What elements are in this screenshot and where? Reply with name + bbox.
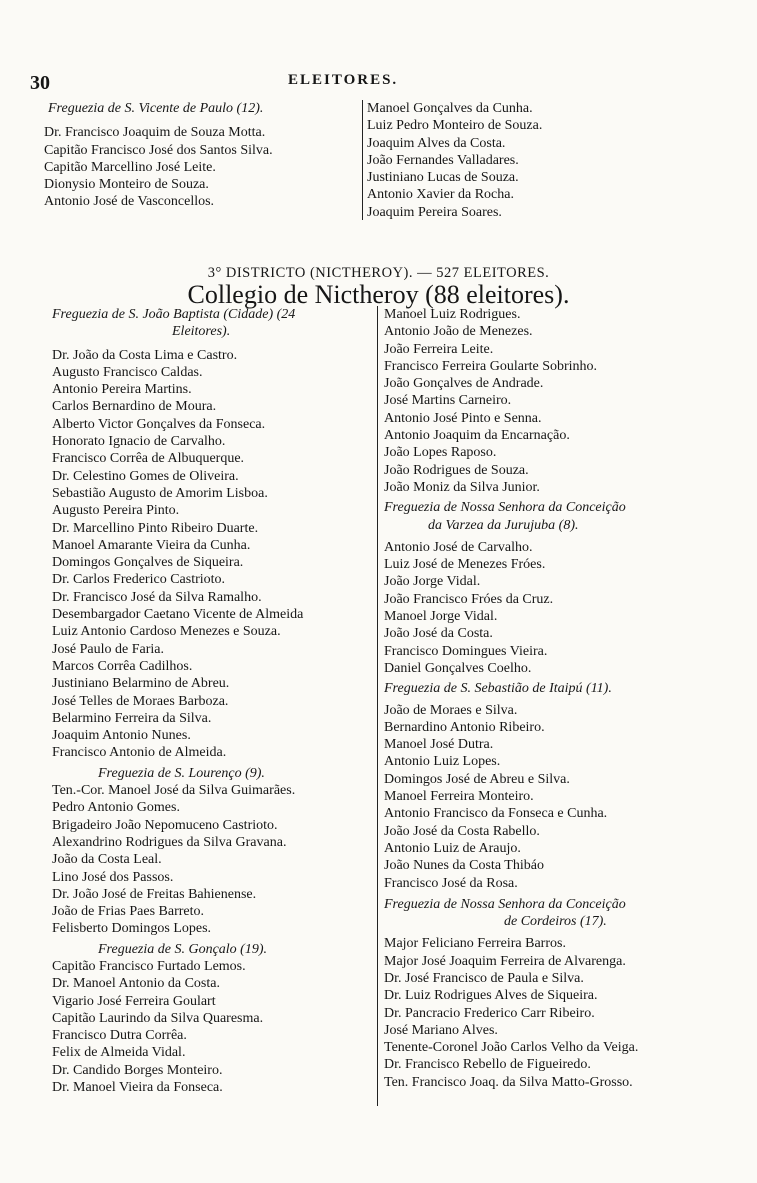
elector-name: Dr. Carlos Frederico Castrioto. [52,572,226,588]
elector-name: Ten. Francisco Joaq. da Silva Matto-Grosso. [384,1074,633,1090]
elector-name: Dr. Manoel Vieira da Fonseca. [52,1080,223,1096]
right-column [384,306,734,1091]
elector-name: Joaquim Pereira Soares. [367,204,502,220]
elector-name: João Jorge Vidal. [384,574,481,590]
elector-name: Ten.-Cor. Manoel José da Silva Guimarães. [52,783,296,799]
elector-name: Felix de Almeida Vidal. [52,1045,186,1061]
elector-name: Marcos Corrêa Cadilhos. [52,658,193,674]
elector-name: Joaquim Alves da Costa. [367,135,506,151]
elector-name: Lino José dos Passos. [52,869,174,885]
elector-name: José Paulo de Faria. [52,641,164,657]
elector-name: Francisco Corrêa de Albuquerque. [52,451,245,467]
elector-name: Bernardino Antonio Ribeiro. [384,719,545,735]
elector-name: Domingos José de Abreu e Silva. [384,771,570,787]
elector-name: João Gonçalves de Andrade. [384,376,544,392]
elector-name: Luiz Pedro Monteiro de Souza. [367,118,543,134]
elector-name: Antonio Luiz de Araujo. [384,840,521,856]
elector-name: Dr. Francisco José da Silva Ramalho. [52,589,262,605]
elector-name: Daniel Gonçalves Coelho. [384,660,532,676]
elector-name: João de Moraes e Silva. [384,702,518,718]
elector-list [384,702,734,892]
elector-name: Dr. João da Costa Lima e Castro. [52,347,238,363]
parish-heading: Freguezia de S. Vicente de Paulo (12). [48,101,264,116]
elector-name: Capitão Francisco Furtado Lemos. [52,958,246,974]
elector-name: José Telles de Moraes Barboza. [52,693,229,709]
elector-name: João de Frias Paes Barreto. [52,904,205,920]
elector-name: Augusto Pereira Pinto. [52,503,180,519]
elector-list [52,958,372,1096]
elector-name: Luiz Antonio Cardoso Menezes e Souza. [52,624,281,640]
elector-name: Francisco José da Rosa. [384,875,518,891]
elector-name: Manoel Gonçalves da Cunha. [367,101,533,116]
elector-name: Vigario José Ferreira Goulart [52,993,216,1009]
elector-name: Carlos Bernardino de Moura. [52,399,217,415]
elector-name: João Ferreira Leite. [384,341,494,357]
elector-name: Luiz José de Menezes Fróes. [384,557,546,573]
elector-name: Dr. Francisco Joaquim de Souza Motta. [44,125,266,141]
elector-name: Manoel Amarante Vieira da Cunha. [52,537,251,553]
elector-name: Dr. João José de Freitas Bahienense. [52,886,257,902]
elector-name: Major José Joaquim Ferreira de Alvarenga. [384,953,626,969]
elector-name: João Nunes da Costa Thibáo [384,858,544,874]
elector-name: Antonio João de Menezes. [384,324,533,340]
parish-heading: Freguezia de S. Lourenço (9). [98,765,265,781]
elector-name: Domingos Gonçalves de Siqueira. [52,555,244,571]
elector-name: Francisco Domingues Vieira. [384,643,548,659]
column-rule [377,306,378,1106]
elector-name: José Martins Carneiro. [384,393,512,409]
elector-name: Honorato Ignacio de Carvalho. [52,434,226,450]
elector-name: Felisberto Domingos Lopes. [52,921,212,937]
elector-list [384,935,734,1091]
elector-name: Francisco Ferreira Goularte Sobrinho. [384,358,598,374]
parish-heading: Freguezia de Nossa Senhora da Conceição [384,500,626,516]
elector-name: Antonio Francisco da Fonseca e Cunha. [384,806,608,822]
elector-name: Capitão Francisco José dos Santos Silva. [44,142,273,158]
elector-name: Antonio José de Vasconcellos. [44,194,215,210]
parish-heading: Freguezia de S. Gonçalo (19). [98,941,267,957]
left-column [52,306,372,1096]
elector-name: Joaquim Antonio Nunes. [52,728,191,744]
elector-name: Sebastião Augusto de Amorim Lisboa. [52,485,268,501]
parish-heading: Freguezia de S. Sebastião de Itaipú (11). [384,681,612,697]
elector-name: Alexandrino Rodrigues da Silva Gravana. [52,834,287,850]
elector-name: Dr. Marcellino Pinto Ribeiro Duarte. [52,520,259,536]
district-heading: 3° DISTRICTO (NICTHEROY). — 527 ELEITORES. [207,265,550,281]
elector-name: Pedro Antonio Gomes. [52,800,180,816]
elector-name: Dr. Manoel Antonio da Costa. [52,976,220,992]
elector-name: Dr. Pancracio Frederico Carr Ribeiro. [384,1005,595,1021]
running-head: ELEITORES. [288,72,399,88]
elector-name: Dr. Candido Borges Monteiro. [52,1062,223,1078]
elector-name: Desembargador Caetano Vicente de Almeida [52,607,304,623]
elector-name: Augusto Francisco Caldas. [52,364,203,380]
parish-heading: Freguezia de S. João Baptista (Cidade) (24 [52,307,296,322]
elector-name: João Fernandes Valladares. [367,152,519,168]
elector-name: João Francisco Fróes da Cruz. [384,591,554,607]
elector-name: Antonio Luiz Lopes. [384,754,501,770]
elector-name: João da Costa Leal. [52,852,162,868]
parish-heading-continued: Eleitores). [172,324,231,340]
page-number: 30 [30,72,50,94]
elector-name: João José da Costa Rabello. [384,823,540,839]
college-heading: Collegio de Nictheroy (88 eleitores). [187,280,570,309]
parish-heading: Freguezia de Nossa Senhora da Conceição [384,896,626,912]
elector-name: Justiniano Lucas de Souza. [367,170,519,186]
elector-name: Major Feliciano Ferreira Barros. [384,936,566,952]
elector-name: Manoel Luiz Rodrigues. [384,307,521,322]
elector-name: Dionysio Monteiro de Souza. [44,177,209,193]
elector-name: Antonio Joaquim da Encarnação. [384,428,570,444]
elector-list [52,347,372,762]
elector-name: Dr. Celestino Gomes de Oliveira. [52,468,239,484]
elector-name: José Mariano Alves. [384,1022,498,1038]
elector-name: Dr. José Francisco de Paula e Silva. [384,970,584,986]
elector-list [384,306,734,496]
elector-list [384,539,734,677]
elector-name: Dr. Luiz Rodrigues Alves de Siqueira. [384,988,598,1004]
elector-name: Francisco Dutra Corrêa. [52,1028,187,1044]
top-left-block [44,100,354,211]
elector-name: Antonio José de Carvalho. [384,539,533,555]
column-rule [362,100,363,220]
elector-name: Dr. Francisco Rebello de Figueiredo. [384,1057,591,1073]
elector-name: Antonio Pereira Martins. [52,382,192,398]
elector-list [52,782,372,938]
elector-name: João Lopes Raposo. [384,445,497,461]
elector-name: Francisco Antonio de Almeida. [52,745,227,761]
elector-name: João José da Costa. [384,626,493,642]
elector-name: Manoel Jorge Vidal. [384,609,498,625]
elector-name: Capitão Laurindo da Silva Quaresma. [52,1010,264,1026]
elector-name: João Rodrigues de Souza. [384,462,529,478]
elector-name: Justiniano Belarmino de Abreu. [52,676,230,692]
elector-name: Belarmino Ferreira da Silva. [52,710,212,726]
elector-name: Antonio José Pinto e Senna. [384,410,542,426]
elector-name: Brigadeiro João Nepomuceno Castrioto. [52,817,278,833]
parish-heading-continued: de Cordeiros (17). [504,914,607,930]
elector-name: Antonio Xavier da Rocha. [367,187,514,203]
elector-name: Alberto Victor Gonçalves da Fonseca. [52,416,266,432]
elector-name: Tenente-Coronel João Carlos Velho da Veiga. [384,1040,639,1056]
elector-name: Capitão Marcellino José Leite. [44,159,216,175]
top-right-block [367,100,727,221]
parish-heading-continued: da Varzea da Jurujuba (8). [428,517,579,533]
elector-name: Manoel Ferreira Monteiro. [384,789,534,805]
elector-name: Manoel José Dutra. [384,737,494,753]
elector-name: João Moniz da Silva Junior. [384,479,540,495]
